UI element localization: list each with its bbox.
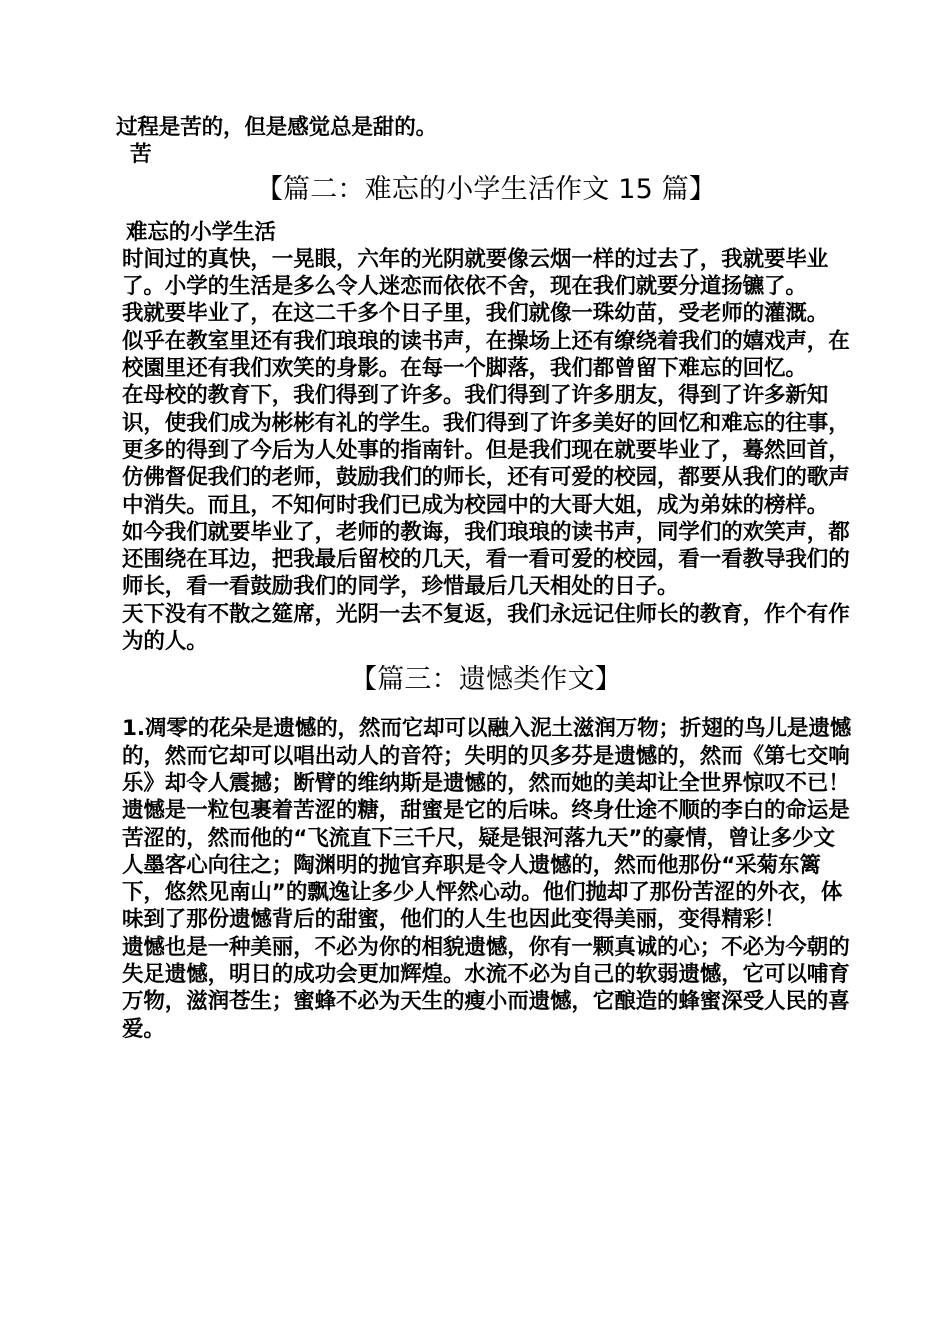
paragraph: 时间过的真快，一晃眼，六年的光阴就要像云烟一样的过去了，我就要毕业了。小学的生活是多么令人迷恋而依依不舍，现在我们就要分道扬镳了。 [122,246,829,300]
paragraph: 遗憾也是一种美丽，不必为你的相貌遗憾，你有一颗真诚的心；不必为今朝的失足遗憾，明日的成功会更加辉煌。水流不必为自己的软弱遗憾，它可以哺育万物，滋润苍生；蜜蜂不必为天生的瘦小而遗憾，它酿造的蜂蜜深受人民的喜爱。 [122,934,850,1042]
paragraph: 天下没有不散之筵席，光阴一去不复返，我们永远记住师长的教育，作个有作为的人。 [122,601,850,655]
document-body [116,114,856,1043]
paragraph: 如今我们就要毕业了，老师的教诲，我们琅琅的读书声，同学们的欢笑声，都还围绕在耳边，把我最后留校的几天，看一看可爱的校园，看一看教导我们的师长，看一看鼓励我们的同学，珍惜最后几天相处的日子。 [122,519,850,600]
section-subtitle: 难忘的小学生活 [126,219,276,245]
section-heading-2: 【篇二：难忘的小学生活作文 15 篇】 [255,173,717,205]
intro-fragment: 苦 [130,142,152,168]
section-heading-3: 【篇三：遗憾类作文】 [350,664,622,696]
intro-line: 过程是苦的，但是感觉总是甜的。 [116,115,438,140]
paragraph: 在母校的教育下，我们得到了许多。我们得到了许多朋友，得到了许多新知识，使我们成为彬彬有礼的学生。我们得到了许多美好的回忆和难忘的往事，更多的得到了今后为人处事的指南针。但是我们现在就要毕业了，蓦然回首，仿佛督促我们的老师，鼓励我们的师长，还有可爱的校园，都要从我们的歌声中消失。而且，不知何时我们已成为校园中的大哥大姐，成为弟妹的榜样。 [122,383,850,518]
paragraph: 1.凋零的花朵是遗憾的，然而它却可以融入泥土滋润万物；折翅的鸟儿是遗憾的，然而它却可以唱出动人的音符；失明的贝多芬是遗憾的，然而《第七交响乐》却令人震撼；断臂的维纳斯是遗憾的，然而她的美却让全世界惊叹不已！ [122,716,852,796]
paragraph: 我就要毕业了，在这二千多个日子里，我们就像一珠幼苗，受老师的灌溉。 似乎在教室里还有我们琅琅的读书声，在操场上还有缭绕着我们的嬉戏声，在校園里还有我们欢笑的身影。在每一个脚落，我们都曾留下难忘的回忆。 [122,301,850,382]
paragraph: 遗憾是一粒包裹着苦涩的糖，甜蜜是它的后味。终身仕途不顺的李白的命运是苦涩的，然而他的“飞流直下三千尺，疑是银河落九天”的豪情，曾让多少文人墨客心向往之；陶渊明的抛官弃职是令人遗憾的，然而他那份“采菊东篱下，悠然见南山”的飘逸让多少人怦然心动。他们抛却了那份苦涩的外衣，体味到了那份遗憾背后的甜蜜，他们的人生也因此变得美丽，变得精彩！ [122,798,850,933]
